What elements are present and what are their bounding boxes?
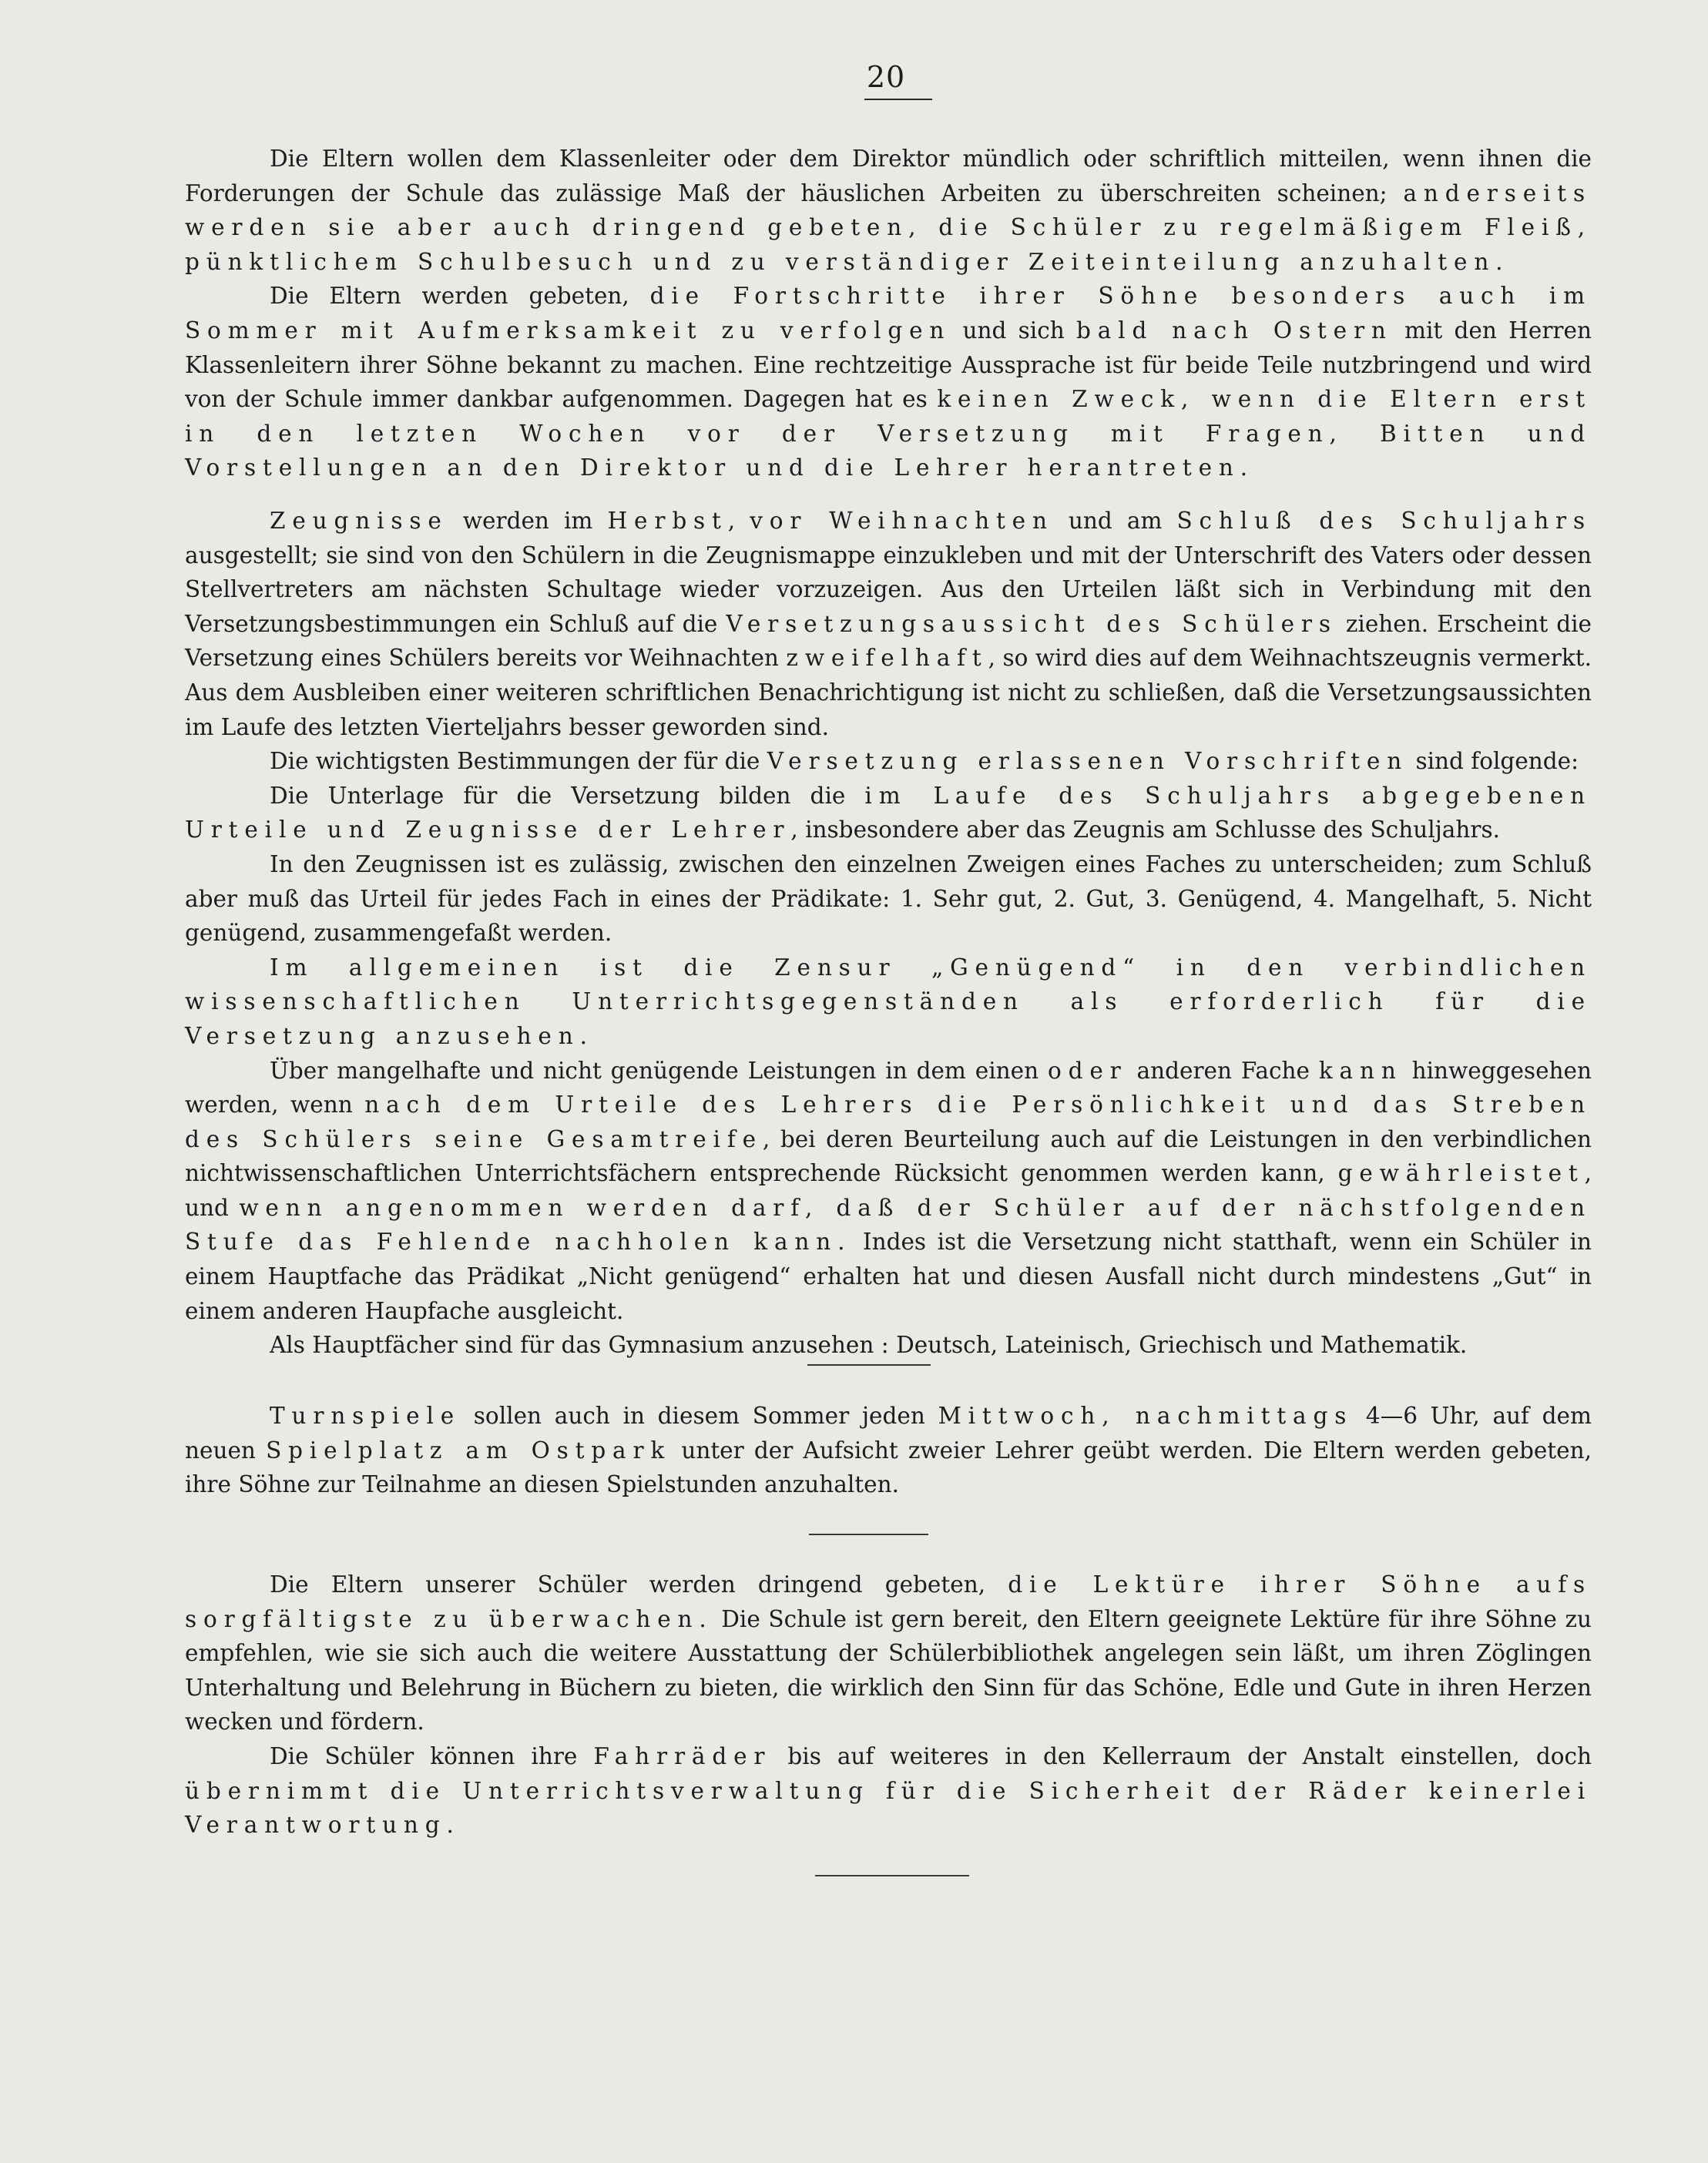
- emphasized-text: keinen Zweck, wenn die Eltern erst in den letzten Wochen vor der Versetzung mit Fragen, Bitten und Vorstellungen an den Direktor und die Lehrer herantreten.: [185, 386, 1592, 481]
- emphasized-text: Versetzungsaussicht des Schülers: [726, 610, 1337, 637]
- text-run: Die Unterlage für die Versetzung bilden die: [270, 782, 865, 809]
- text-run: , insbesondere aber das Zeugnis am Schlusse des Schuljahrs.: [790, 817, 1500, 843]
- emphasized-text: oder: [1048, 1057, 1128, 1084]
- emphasized-text: Turnspiele: [270, 1403, 461, 1429]
- text-run: bis auf weiteres in den Kellerraum der Anstalt einstellen, doch: [771, 1742, 1592, 1769]
- text-run: und am: [1053, 508, 1177, 534]
- text-run: ausgestellt; sie sind von den Schülern in die Zeugnismappe einzukleben und mit der Unterschrift des Vaters oder dessen Stellvertreters am nächsten Schultage wieder vorzuzeigen. Aus den Urteilen läßt sich in Verbindung mit den Versetzungsbestimmungen ein Schluß auf die: [185, 542, 1592, 637]
- emphasized-text: wenn angenommen werden darf, daß der Schüler auf der nächstfolgenden Stufe das Fehlende nachholen kann.: [185, 1194, 1592, 1256]
- section-reading-bicycles: [185, 1568, 1592, 1843]
- emphasized-text: Im allgemeinen ist die Zensur „Genügend“ in den verbindlichen wissenschaftlichen Unterrichtsgegenständen als erforderlich für die Versetzung anzusehen.: [185, 954, 1592, 1049]
- text-run: ,: [727, 508, 750, 534]
- emphasized-text: Herbst: [607, 508, 728, 534]
- paragraph: [185, 744, 1592, 779]
- emphasized-text: zweifelhaft: [786, 645, 988, 672]
- section-parent-notice: [185, 142, 1592, 485]
- paragraph: [185, 142, 1592, 279]
- emphasized-text: gewährleistet: [1337, 1160, 1585, 1187]
- emphasized-text: Mittwoch, nachmittags: [938, 1403, 1354, 1429]
- text-run: , und: [185, 1160, 1592, 1221]
- text-run: Die Eltern werden gebeten,: [270, 283, 650, 310]
- paragraph: [185, 504, 1592, 744]
- text-run: und sich: [951, 317, 1076, 344]
- paragraph: [185, 1568, 1592, 1739]
- emphasized-text: nach dem Urteile des Lehrers die Persönlichkeit und das Streben des Schülers seine Gesamtreife: [185, 1092, 1592, 1152]
- text-run: sind folgende:: [1408, 748, 1579, 775]
- emphasized-text: Versetzung erlassenen Vorschriften: [767, 748, 1409, 775]
- text-run: Als Hauptfächer sind für das Gymnasium anzusehen : Deutsch, Lateinisch, Griechisch und Mathematik.: [270, 1332, 1468, 1359]
- end-divider: [815, 1875, 969, 1876]
- section-gymnastics: [185, 1399, 1592, 1502]
- emphasized-text: vor Weihnachten: [750, 508, 1054, 534]
- section-divider: [807, 1364, 931, 1366]
- emphasized-text: kann: [1318, 1057, 1403, 1084]
- page-number: 20: [866, 60, 906, 94]
- paragraph: [185, 847, 1592, 951]
- emphasized-text: übernimmt die Unterrichtsverwaltung für die Sicherheit der Räder keinerlei Verantwortung.: [185, 1777, 1592, 1839]
- paragraph: [185, 1739, 1592, 1843]
- text-run: , bei deren Beurteilung auch auf die Leistungen in den verbindlichen nichtwissenschaftlichen Unterrichtsfächern entsprechende Rücksicht genommen werden kann,: [185, 1125, 1592, 1187]
- paragraph: [185, 1328, 1592, 1363]
- emphasized-text: Spielplatz am Ostpark: [266, 1437, 672, 1464]
- text-run: ziehen. Erscheint die Versetzung eines Schülers bereits vor Weihnachten: [185, 610, 1592, 672]
- text-run: , so wird dies auf dem Weihnachtszeugnis vermerkt. Aus dem Ausbleiben einer weiteren schriftlichen Benachrichtigung ist nicht zu schließen, daß die Versetzungsaussichten im Laufe des letzten Vierteljahrs besser geworden sind.: [185, 645, 1592, 740]
- text-run: mit den Herren Klassenleitern ihrer Söhne bekannt zu machen. Eine rechtzeitige Aussprache ist für beide Teile nutzbringend und wird von der Schule immer dankbar aufgenommen. Dagegen hat es: [185, 317, 1592, 413]
- emphasized-text: Zeugnisse: [270, 508, 448, 534]
- text-run: hinweggesehen werden, wenn: [185, 1057, 1592, 1118]
- text-run: sollen auch in diesem Sommer jeden: [461, 1403, 938, 1429]
- page-number-underline: [864, 99, 932, 100]
- paragraph: [185, 1399, 1592, 1502]
- text-run: werden im: [448, 508, 608, 534]
- text-run: Die Schüler können ihre: [270, 1742, 594, 1769]
- paragraph: [185, 1054, 1592, 1329]
- paragraph: [185, 779, 1592, 847]
- text-run: Die Eltern unserer Schüler werden dringend gebeten,: [270, 1571, 1008, 1598]
- emphasized-text: anderseits werden sie aber auch dringend gebeten, die Schüler zu regelmäßigem Fleiß, pünktlichem Schulbesuch und zu verständiger Zeiteinteilung anzuhalten.: [185, 179, 1592, 275]
- text-run: Indes ist die Versetzung nicht statthaft, wenn ein Schüler in einem Hauptfache das Prädikat „Nicht genügend“ erhalten hat und diesen Ausfall nicht durch mindestens „Gut“ in einem anderen Haupfache ausgleicht.: [185, 1229, 1592, 1324]
- emphasized-text: die Fortschritte ihrer Söhne besonders auch im Sommer mit Aufmerksamkeit zu verfolgen: [185, 283, 1592, 344]
- text-run: Die Schule ist gern bereit, den Eltern geeignete Lektüre für ihre Söhne zu empfehlen, wie sie sich auch die weitere Ausstattung der Schülerbibliothek angelegen sein läßt, um ihren Zöglingen Unterhaltung und Belehrung in Büchern zu bieten, die wirklich den Sinn für das Schöne, Edle und Gute in ihren Herzen wecken und fördern.: [185, 1605, 1592, 1735]
- text-run: 4—6 Uhr, auf dem neuen: [185, 1403, 1592, 1464]
- paragraph: [185, 279, 1592, 485]
- emphasized-text: bald nach Ostern: [1076, 317, 1393, 344]
- emphasized-text: im Laufe des Schuljahrs abgegebenen Urteile und Zeugnisse der Lehrer: [185, 782, 1592, 843]
- text-run: anderen Fache: [1127, 1057, 1319, 1084]
- text-run: unter der Aufsicht zweier Lehrer geübt werden. Die Eltern werden gebeten, ihre Söhne zur Teilnahme an diesen Spielstunden anzuhalten.: [185, 1437, 1592, 1498]
- emphasized-text: die Lektüre ihrer Söhne aufs sorgfältigste zu überwachen.: [185, 1571, 1592, 1632]
- section-divider: [809, 1534, 928, 1535]
- emphasized-text: Fahrräder: [593, 1742, 772, 1769]
- paragraph: [185, 951, 1592, 1054]
- text-run: In den Zeugnissen ist es zulässig, zwischen den einzelnen Zweigen eines Faches zu unterscheiden; zum Schluß aber muß das Urteil für jedes Fach in eines der Prädikate: 1. Sehr gut, 2. Gut, 3. Genügend, 4. Mangelhaft, 5. Nicht genügend, zusammengefaßt werden.: [185, 850, 1592, 947]
- text-run: Die Eltern wollen dem Klassenleiter oder dem Direktor mündlich oder schriftlich mitteilen, wenn ihnen die Forderungen der Schule das zulässige Maß der häuslichen Arbeiten zu überschreiten scheinen;: [185, 146, 1592, 206]
- text-run: Die wichtigsten Bestimmungen der für die: [270, 748, 767, 775]
- text-run: Über mangelhafte und nicht genügende Leistungen in dem einen: [270, 1057, 1049, 1084]
- emphasized-text: Schluß des Schuljahrs: [1176, 508, 1592, 534]
- section-report-cards: [185, 504, 1592, 1363]
